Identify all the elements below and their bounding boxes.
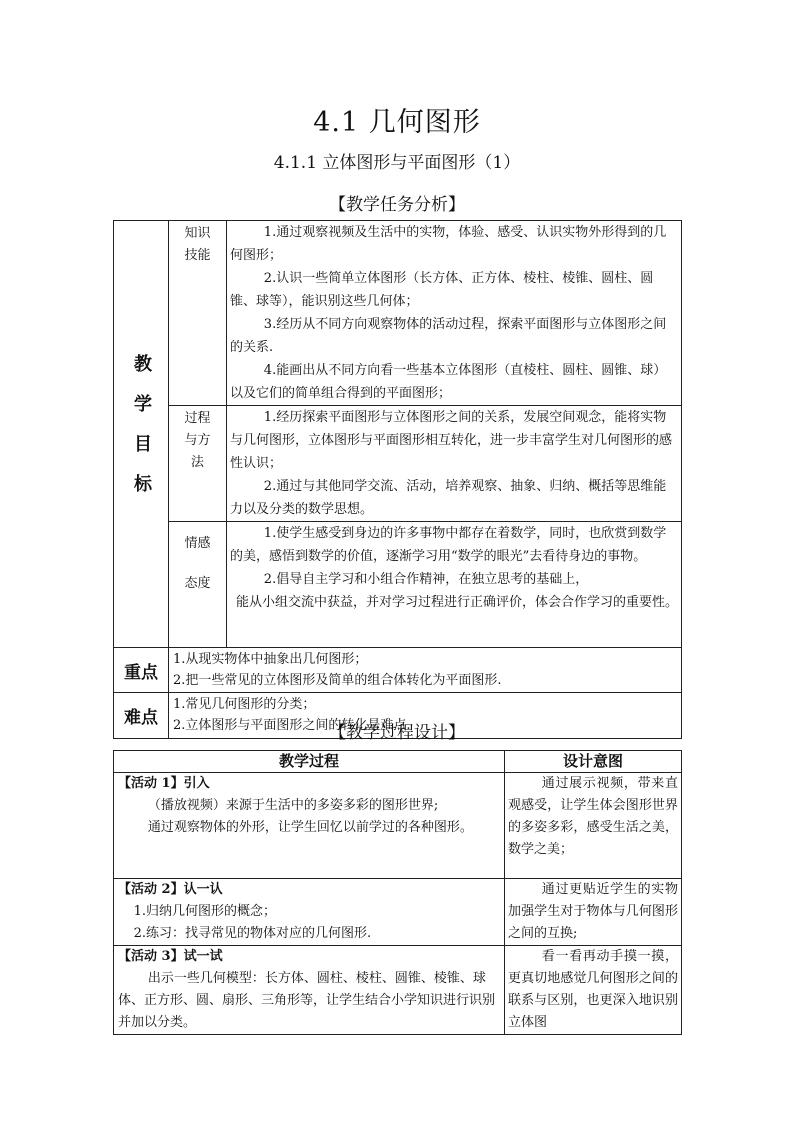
section-heading-process: 【教学过程设计】	[329, 723, 465, 743]
key-points-content	[169, 648, 682, 693]
section-heading-analysis: 【教学任务分析】	[329, 195, 465, 215]
intent-text: 看一看再动手摸一摸，更真切地感觉几何图形之间的联系与区别，也更深入地识别立体图	[508, 949, 678, 1030]
emotion-label-2: 态度	[184, 576, 211, 591]
activity-3	[114, 946, 505, 1035]
process-label-1: 过程	[184, 411, 211, 426]
activity-3-intent	[505, 946, 682, 1035]
emotion-item: 1.使学生感受到身边的许多事物中都存在着数学，同时，也欣赏到数学的美，感悟到数学的价值，逐渐学习用“数学的眼光”去看待身边的事物。	[230, 526, 667, 564]
col-header-process: 教学过程	[114, 751, 505, 773]
knowledge-item: 3.经历从不同方向观察物体的活动过程，探索平面图形与立体图形之间的关系.	[230, 317, 667, 355]
process-label-2: 与方	[184, 433, 211, 448]
activity-title: 【活动 3】试一试	[118, 949, 223, 964]
difficult-points-label: 难点	[114, 693, 169, 739]
key-point-item: 2.把一些常见的立体图形及简单的组合体转化为平面图形.	[173, 673, 502, 688]
process-item: 1.经历探索平面图形与立体图形之间的关系，发展空间观念，能将实物与几何图形，立体图形与平面图形相互转化，进一步丰富学生对几何图形的感性认识；	[230, 410, 673, 471]
process-item: 2.通过与其他同学交流、活动，培养观察、抽象、归纳、概括等思维能力以及分类的数学思想。	[230, 479, 667, 517]
intent-text: 通过更贴近学生的实物加强学生对于物体与几何图形之间的互换;	[508, 882, 678, 941]
activity-line: 2.练习：找寻常见的物体对应的几何图形.	[133, 926, 372, 941]
difficult-point-item: 1.常见几何图形的分类；	[173, 697, 316, 712]
knowledge-item: 1.通过观察视频及生活中的实物，体验、感受、认识实物外形得到的几何图形；	[230, 225, 667, 263]
goals-label: 教学目标	[131, 354, 152, 514]
difficult-point-item: 2.立体图形与平面图形之间的转化是难点.	[173, 718, 411, 733]
process-design-table	[113, 750, 682, 1035]
emotion-label-1: 情感	[184, 536, 211, 551]
activity-2-intent	[505, 879, 682, 946]
activity-1	[114, 773, 505, 879]
process-content	[227, 406, 682, 522]
activity-2	[114, 879, 505, 946]
goals-label-cell	[114, 221, 169, 648]
key-point-item: 1.从现实物体中抽象出几何图形；	[173, 652, 368, 667]
key-points-label: 重点	[114, 648, 169, 693]
activity-line: （播放视频）来源于生活中的多姿多彩的图形世界;	[147, 798, 439, 813]
emotion-label-cell	[169, 522, 227, 648]
page-subtitle: 4.1.1 立体图形与平面图形（1）	[273, 153, 521, 173]
intent-text: 通过展示视频，带来直观感受，让学生体会图形世界的多姿多彩，感受生活之美，数学之美；	[508, 776, 678, 857]
process-label-cell	[169, 406, 227, 522]
task-analysis-table	[113, 220, 682, 739]
activity-title: 【活动 1】引入	[118, 776, 210, 791]
emotion-item: 能从小组交流中获益，并对学习过程进行正确评价，体会合作学习的重要性。	[236, 595, 679, 610]
activity-line: 1.归纳几何图形的概念；	[133, 904, 276, 919]
col-header-intent: 设计意图	[505, 751, 682, 773]
knowledge-item: 4.能画出从不同方向看一些基本立体图形（直棱柱、圆柱、圆锥、球）以及它们的简单组合得到的平面图形；	[230, 363, 667, 401]
knowledge-content	[227, 221, 682, 406]
knowledge-label-cell	[169, 221, 227, 406]
emotion-item: 2.倡导自主学习和小组合作精神，在独立思考的基础上，	[263, 572, 589, 587]
process-label-3: 法	[190, 455, 204, 470]
knowledge-item: 2.认识一些简单立体图形（长方体、正方体、棱柱、棱锥、圆柱、圆锥、球等），能识别这些几何体；	[230, 271, 654, 309]
activity-title: 【活动 2】认一认	[118, 882, 223, 897]
emotion-content	[227, 522, 682, 648]
knowledge-label-1: 知识	[184, 226, 211, 241]
activity-line: 出示一些几何模型：长方体、圆柱、棱柱、圆锥、棱锥、球体、正方形、圆、扇形、三角形等，让学生结合小学知识进行识别并加以分类。	[118, 971, 496, 1030]
page-title: 4.1 几何图形	[313, 107, 481, 138]
knowledge-label-2: 技能	[184, 248, 211, 263]
activity-line: 通过观察物体的外形，让学生回忆以前学过的各种图形。	[147, 820, 473, 835]
activity-1-intent	[505, 773, 682, 879]
